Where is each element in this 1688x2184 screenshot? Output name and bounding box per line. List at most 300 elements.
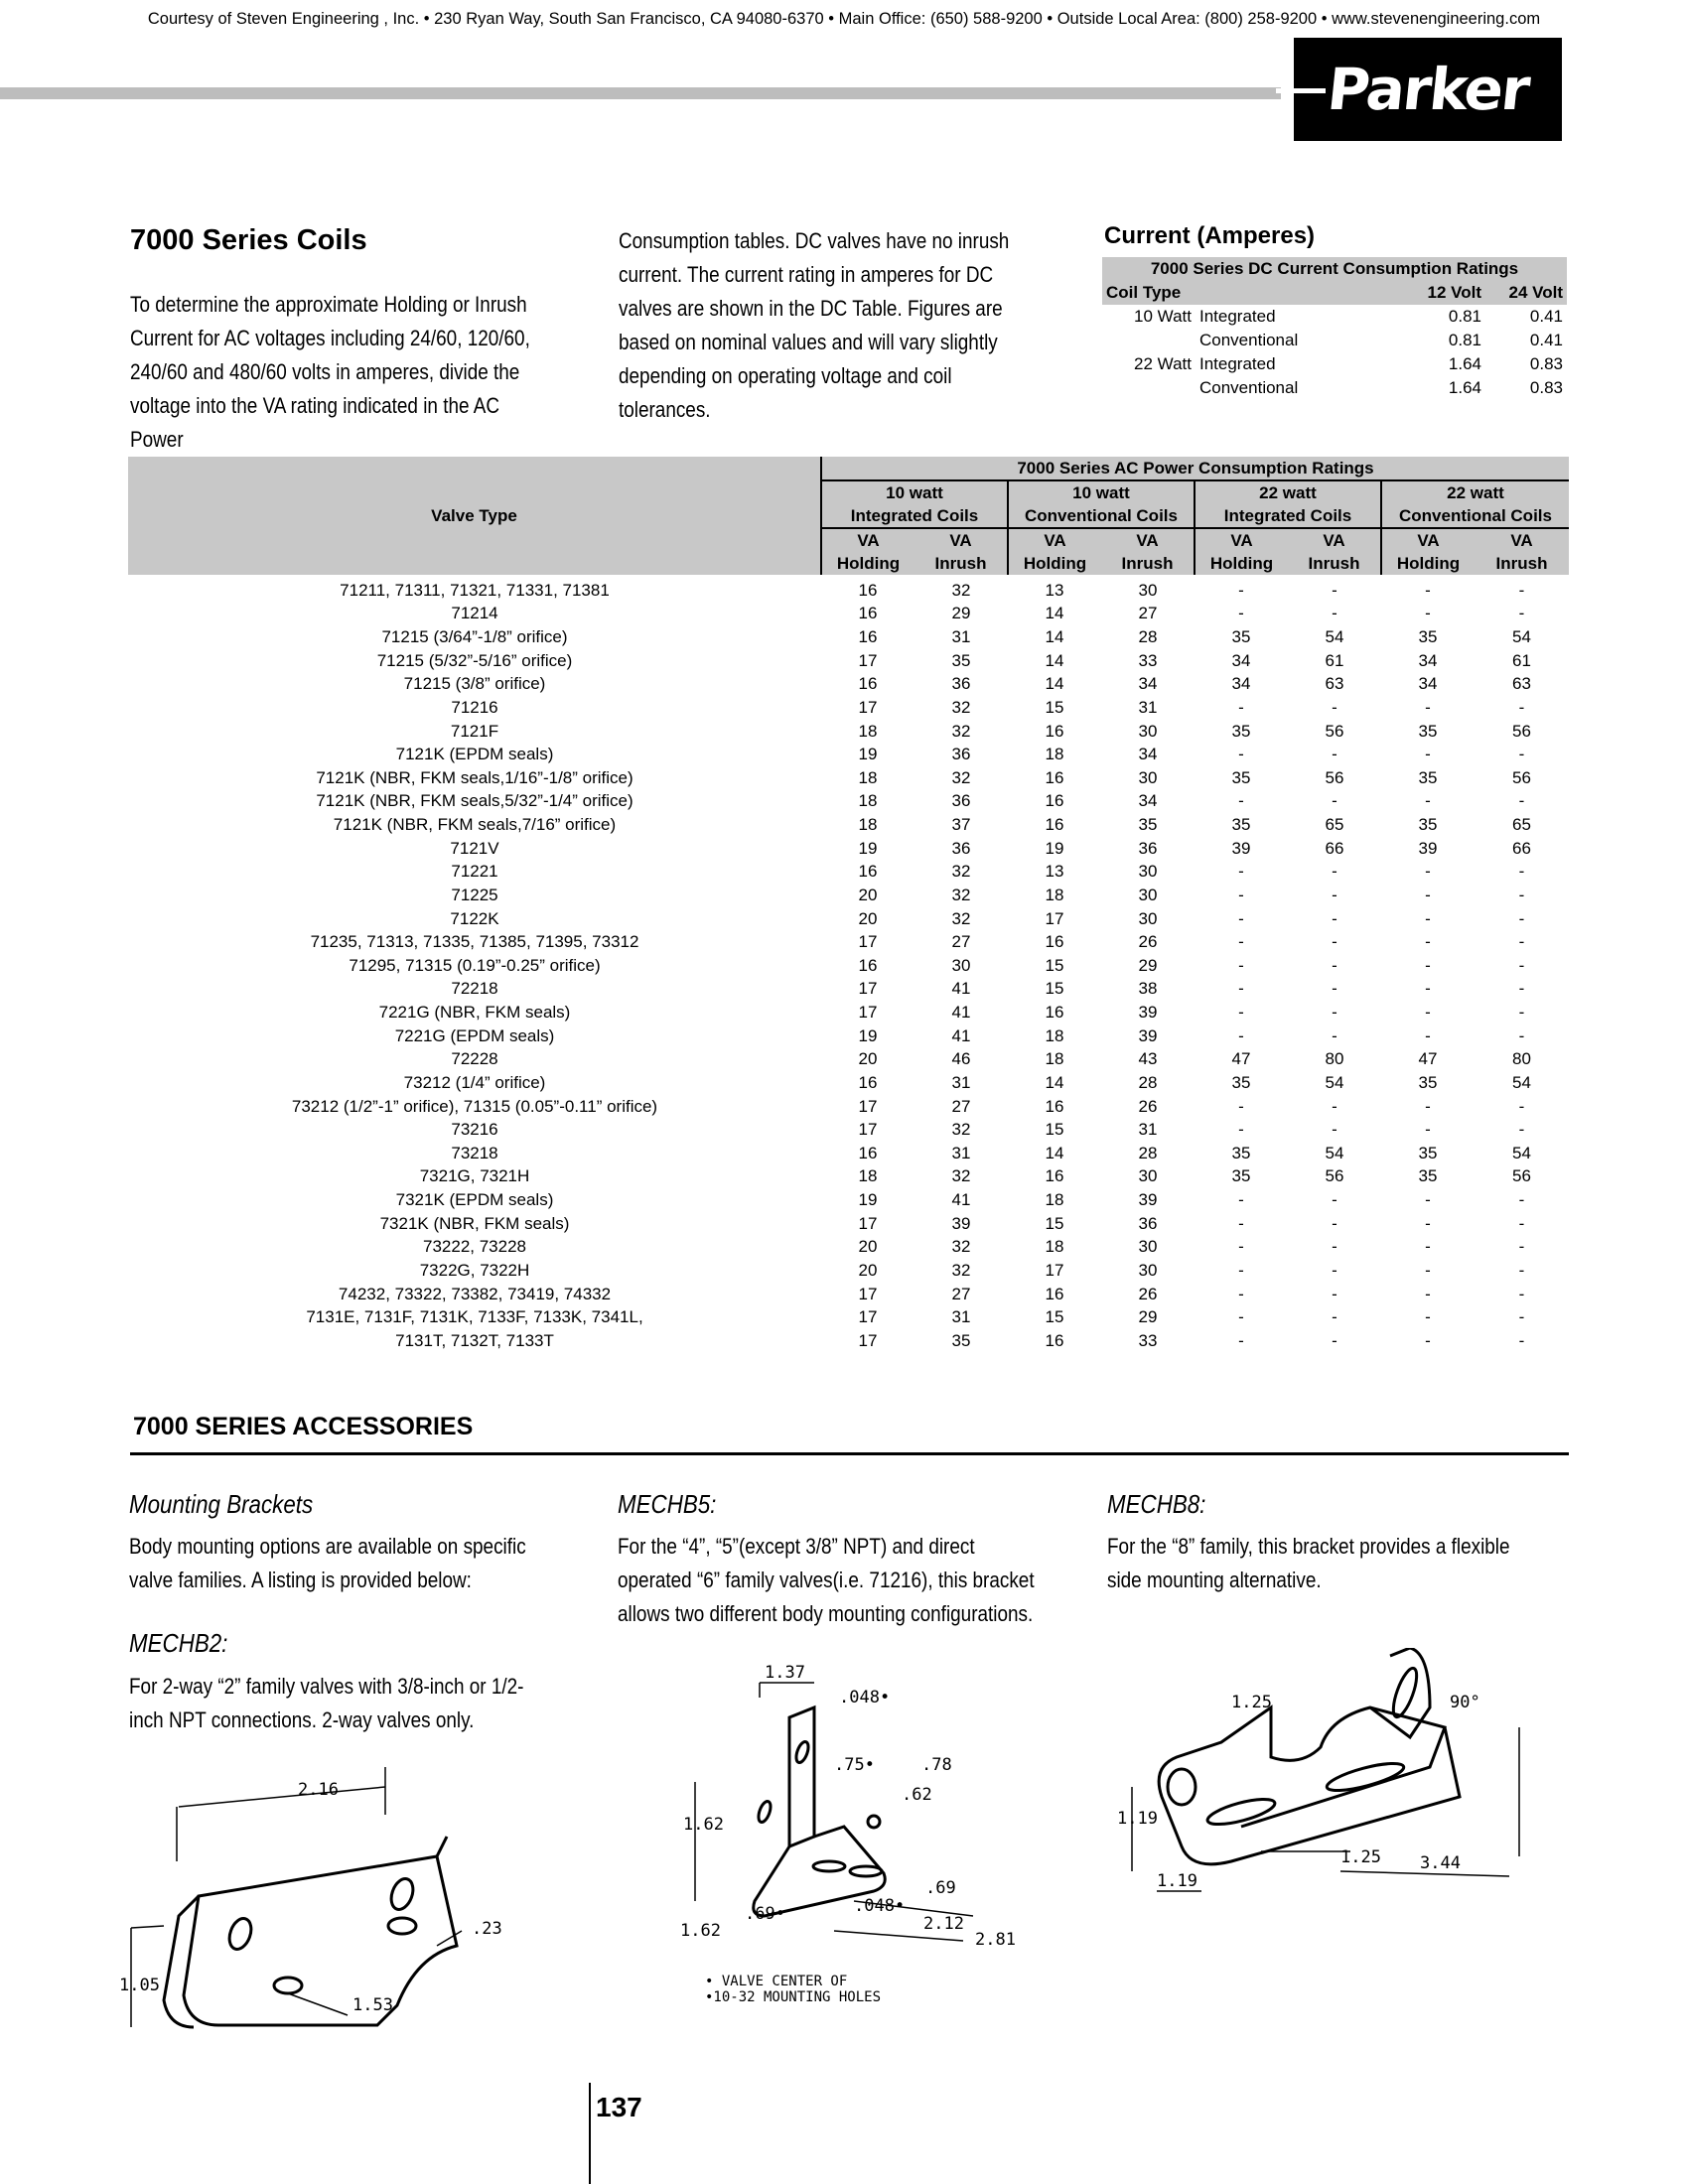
page-number: 137 [596,2092,642,2122]
va-cell: 16 [858,1143,878,1162]
va-cell: 36 [951,791,971,811]
mechb5-dim-7: .69• [745,1904,785,1924]
ac-table-row [128,625,1569,649]
valve-type-cell: 7131E, 7131F, 7131K, 7133F, 7133K, 7341L, [306,1307,643,1327]
va-cell: 28 [1138,1072,1158,1092]
mechb5-dim-9: 1.62 [680,1921,721,1941]
va-cell: 32 [951,885,971,904]
va-cell: 80 [1325,1049,1344,1069]
intro-paragraph-2: Consumption tables. DC valves have no inrush current. The current rating in amperes for DC valves are shown in the DC Table. Figures are based on nominal values and will vary slightly depending on operating voltage and coil tolerances. [619,228,1010,422]
va-cell: - [1518,1120,1525,1140]
va-cell: - [1332,1025,1337,1045]
va-cell: - [1518,1190,1525,1210]
group-4-watt: 22 watt [1381,480,1569,504]
dc-cell: Conventional [1199,331,1299,349]
mechb8-text: For the “8” family, this bracket provides a flexible side mounting alternative. [1107,1534,1510,1592]
valve-type-cell: 73212 (1/4” orifice) [403,1072,546,1092]
va-cell: 18 [858,815,878,835]
ac-table-row [128,813,1569,837]
va-cell: - [1238,979,1244,999]
va-cell: - [1238,1190,1244,1210]
va-cell: 30 [1138,862,1158,882]
va-cell: - [1238,604,1244,623]
valve-type-cell: 72228 [451,1049,498,1069]
va-cell: 56 [1325,721,1344,741]
ac-power-table [128,457,1569,1353]
valve-type-cell: 74232, 73322, 73382, 73419, 74332 [338,1284,612,1303]
va-cell: 19 [858,1190,878,1210]
mechb5-dim-1: .048• [839,1688,891,1707]
va-cell: 14 [1045,1143,1064,1162]
page-number-rule [589,2083,591,2184]
va-cell: 56 [1325,767,1344,787]
group-2-coil: Conventional Coils [1008,504,1195,528]
valve-type-cell: 71211, 71311, 71321, 71331, 71381 [340,580,610,600]
va-cell: 36 [951,674,971,694]
va-cell: - [1332,1284,1337,1303]
va-cell: - [1425,1237,1431,1257]
va-cell: 37 [951,815,971,835]
intro-paragraph-1: To determine the approximate Holding or Inrush Current for AC voltages including 24/60, 120/60, 240/60 and 480/60 volts in amperes, divide the voltage into the VA rating indicated in the AC Power [130,292,530,452]
va-cell: 31 [951,627,971,647]
dc-cell: 10 Watt [1134,307,1192,326]
va-cell: 32 [951,1237,971,1257]
va-cell: - [1425,862,1431,882]
dc-table-row [1102,376,1567,400]
va-cell: 15 [1045,979,1064,999]
va-cell: - [1425,1003,1431,1023]
va-cell: 36 [951,745,971,764]
va-cell: 39 [1418,838,1438,858]
section-title: 7000 Series Coils [130,224,367,256]
va-cell: - [1425,1096,1431,1116]
va-cell: 54 [1512,627,1531,647]
va-cell: - [1425,604,1431,623]
va-cell: - [1238,1096,1244,1116]
va-cell: - [1518,1237,1525,1257]
valve-type-cell: 7122K [450,908,499,928]
mechb8-drawing [1112,1648,1559,1936]
va-cell: - [1332,580,1337,600]
va-cell: 15 [1045,1307,1064,1327]
va-cell: 32 [951,697,971,717]
va-cell: - [1518,1003,1525,1023]
va-cell: 39 [1231,838,1251,858]
holding-label: Holding [821,552,914,575]
mechb8-dim-3: 1.25 [1340,1847,1381,1867]
mechb5-dim-10: 2.12 [923,1914,964,1934]
va-cell: - [1425,1213,1431,1233]
va-cell: 31 [951,1307,971,1327]
va-cell: - [1518,979,1525,999]
va-cell: - [1518,1260,1525,1280]
dc-current-table [1102,257,1567,400]
va-cell: - [1332,1260,1337,1280]
valve-type-cell: 7131T, 7132T, 7133T [395,1330,554,1350]
va-cell: 39 [1138,1003,1158,1023]
valve-type-cell: 73222, 73228 [423,1237,526,1257]
va-cell: 15 [1045,697,1064,717]
ac-table-caption: 7000 Series AC Power Consumption Ratings [821,457,1569,480]
va-cell: 19 [858,745,878,764]
va-cell: 28 [1138,627,1158,647]
ac-table-row [128,649,1569,673]
inrush-label: Inrush [1475,552,1569,575]
va-cell: 30 [1138,721,1158,741]
valve-type-cell: 71216 [451,697,498,717]
va-cell: 32 [951,1260,971,1280]
current-heading: Current (Amperes) [1104,222,1316,249]
va-cell: 16 [858,627,878,647]
ac-table-row [128,766,1569,790]
va-cell: 18 [1045,1025,1064,1045]
va-cell: 41 [951,979,971,999]
ac-table-row [128,720,1569,744]
va-cell: 17 [858,1330,878,1350]
dc-cell: Integrated [1199,307,1276,326]
dc-cell: 1.64 [1448,378,1481,397]
valve-type-cell: 73212 (1/2”-1” orifice), 71315 (0.05”-0.11” orifice) [291,1096,658,1116]
va-cell: 30 [1138,908,1158,928]
va-cell: 31 [1138,697,1158,717]
ac-table-row [128,1001,1569,1024]
va-cell: 63 [1512,674,1531,694]
va-cell: - [1238,1307,1244,1327]
va-cell: - [1425,908,1431,928]
ac-table-row [128,954,1569,978]
ac-table-row [128,1329,1569,1353]
va-cell: 34 [1138,745,1158,764]
va-cell: - [1238,697,1244,717]
va-cell: 20 [858,1260,878,1280]
va-cell: - [1238,1260,1244,1280]
va-cell: 34 [1138,791,1158,811]
va-cell: 20 [858,908,878,928]
ac-table-row [128,696,1569,720]
dc-cell [1102,376,1196,400]
va-cell: 18 [858,767,878,787]
va-cell: 34 [1418,650,1438,670]
va-cell: - [1518,862,1525,882]
valve-type-cell: 71215 (3/8” orifice) [403,674,546,694]
va-cell: - [1238,1237,1244,1257]
va-cell: - [1332,862,1337,882]
valve-type-cell: 7321K (NBR, FKM seals) [379,1213,570,1233]
va-cell: - [1332,791,1337,811]
va-cell: - [1332,1307,1337,1327]
va-cell: 63 [1325,674,1344,694]
valve-type-cell: 7322G, 7322H [419,1260,530,1280]
ac-table-row [128,603,1569,626]
dc-table-row [1102,305,1567,329]
va-cell: 54 [1325,1143,1344,1162]
va-cell: - [1425,697,1431,717]
va-cell: 30 [1138,885,1158,904]
va-cell: 14 [1045,627,1064,647]
va-cell: - [1518,955,1525,975]
mechb2-dim-2: 1.05 [119,1976,160,1995]
va-cell: 14 [1045,604,1064,623]
va-cell: 26 [1138,932,1158,952]
va-cell: 17 [1045,908,1064,928]
va-cell: 47 [1418,1049,1438,1069]
va-cell: 32 [951,721,971,741]
va-cell: - [1238,1330,1244,1350]
va-cell: 16 [1045,767,1064,787]
va-cell: - [1425,1025,1431,1045]
valve-type-cell: 7321G, 7321H [419,1166,530,1186]
va-cell: 20 [858,1049,878,1069]
va-cell: - [1238,1213,1244,1233]
va-cell: - [1518,1025,1525,1045]
dc-cell: Integrated [1199,354,1276,373]
va-cell: 18 [1045,1190,1064,1210]
va-cell: - [1238,745,1244,764]
va-label: VA [1288,528,1381,552]
va-cell: 18 [858,721,878,741]
va-cell: 16 [1045,1166,1064,1186]
va-cell: 15 [1045,1120,1064,1140]
va-cell: 32 [951,580,971,600]
holding-label: Holding [1381,552,1475,575]
va-cell: 30 [1138,1260,1158,1280]
va-cell: 31 [951,1072,971,1092]
va-cell: 35 [951,1330,971,1350]
va-cell: 29 [1138,1307,1158,1327]
holding-label: Holding [1195,552,1288,575]
mechb5-note-0: • VALVE CENTER OF [705,1974,848,1989]
va-cell: 16 [858,674,878,694]
va-cell: 36 [1138,838,1158,858]
va-label: VA [914,528,1008,552]
va-cell: 26 [1138,1096,1158,1116]
va-cell: - [1332,885,1337,904]
va-cell: 16 [858,862,878,882]
va-cell: 19 [858,1025,878,1045]
va-cell: 14 [1045,650,1064,670]
ac-table-row [128,1071,1569,1095]
valve-type-cell: 71215 (5/32”-5/16” orifice) [376,650,573,670]
va-cell: 34 [1138,674,1158,694]
va-cell: 28 [1138,1143,1158,1162]
va-cell: 35 [1231,1072,1251,1092]
group-2-watt: 10 watt [1008,480,1195,504]
va-cell: - [1518,885,1525,904]
valve-type-cell: 7121K (NBR, FKM seals,1/16”-1/8” orifice) [316,767,633,787]
va-cell: - [1518,1284,1525,1303]
mechb5-dim-5: 1.62 [683,1815,724,1835]
va-cell: 17 [858,1307,878,1327]
va-cell: 18 [1045,745,1064,764]
mechb2-text: For 2-way “2” family valves with 3/8-inch or 1/2-inch NPT connections. 2-way valves only. [129,1674,524,1732]
mechb5-dim-6: .69 [925,1878,956,1898]
ac-table-row [128,1118,1569,1142]
valve-type-cell: 7121F [450,721,499,741]
valve-type-cell: 7121K (EPDM seals) [395,745,554,764]
ac-table-row [128,575,1569,603]
va-cell: - [1425,885,1431,904]
group-1-watt: 10 watt [821,480,1008,504]
valve-type-cell: 7121V [450,838,499,858]
va-cell: 14 [1045,1072,1064,1092]
va-cell: 39 [951,1213,971,1233]
mechb2-dim-1: .23 [472,1919,502,1939]
va-cell: 16 [1045,791,1064,811]
va-cell: 16 [1045,1003,1064,1023]
va-cell: 30 [1138,1237,1158,1257]
va-cell: - [1518,1213,1525,1233]
va-cell: - [1332,955,1337,975]
va-cell: 17 [858,1284,878,1303]
va-cell: - [1238,885,1244,904]
va-cell: - [1425,1260,1431,1280]
valve-type-cell: 71214 [451,604,498,623]
mounting-brackets-heading: Mounting Brackets [129,1489,314,1519]
va-cell: - [1332,1003,1337,1023]
va-cell: 33 [1138,650,1158,670]
va-cell: - [1332,1237,1337,1257]
va-cell: 17 [858,1213,878,1233]
va-cell: 35 [1231,721,1251,741]
va-cell: 13 [1045,862,1064,882]
va-cell: - [1238,1284,1244,1303]
va-cell: - [1238,580,1244,600]
mechb5-drawing [635,1663,1033,2010]
va-cell: 16 [1045,1284,1064,1303]
ac-table-row [128,930,1569,954]
courtesy-line: Courtesy of Steven Engineering , Inc. • 230 Ryan Way, South San Francisco, CA 94080-6370 • Main Office: (650) 588-9200 • Outside Local Area: (800) 258-9200 • www.stevenengineering.com [147,10,1541,28]
valve-type-cell: 71225 [451,885,498,904]
va-cell: - [1332,908,1337,928]
va-label: VA [1381,528,1475,552]
ac-table-row [128,1165,1569,1189]
va-cell: 35 [1231,1166,1251,1186]
ac-table-row [128,861,1569,885]
va-cell: - [1332,932,1337,952]
va-cell: - [1518,1307,1525,1327]
ac-table-row [128,1188,1569,1212]
va-cell: 16 [858,604,878,623]
va-cell: 65 [1325,815,1344,835]
va-label: VA [1195,528,1288,552]
va-cell: - [1238,932,1244,952]
va-cell: 41 [951,1190,971,1210]
va-cell: 29 [1138,955,1158,975]
va-cell: - [1238,862,1244,882]
va-cell: 17 [858,650,878,670]
va-cell: 35 [1418,815,1438,835]
va-cell: - [1425,1284,1431,1303]
va-cell: 27 [951,1096,971,1116]
mechb5-dim-2: .75• [834,1755,875,1775]
va-cell: 66 [1512,838,1531,858]
mechb2-drawing [119,1767,606,2035]
accessories-title: 7000 SERIES ACCESSORIES [133,1413,474,1440]
va-cell: - [1332,1120,1337,1140]
va-cell: 43 [1138,1049,1158,1069]
logo-text: Parker [1324,56,1532,123]
va-cell: 32 [951,862,971,882]
va-cell: 36 [1138,1213,1158,1233]
va-cell: 27 [951,932,971,952]
va-cell: 18 [1045,1049,1064,1069]
accessories-rule [130,1452,1569,1455]
va-cell: 17 [858,932,878,952]
ac-table-row [128,884,1569,907]
va-cell: 16 [1045,932,1064,952]
valve-type-cell: 7221G (EPDM seals) [394,1025,555,1045]
va-cell: 34 [1418,674,1438,694]
va-cell: 38 [1138,979,1158,999]
va-cell: - [1518,604,1525,623]
valve-type-header: Valve Type [128,457,821,575]
ac-table-row [128,790,1569,814]
mechb5-note-1: •10-32 MOUNTING HOLES [705,1989,882,2005]
ac-table-row [128,1283,1569,1306]
valve-type-cell: 7121K (NBR, FKM seals,7/16” orifice) [333,815,617,835]
va-cell: - [1518,745,1525,764]
valve-type-cell: 7321K (EPDM seals) [395,1190,554,1210]
dc-cell: 0.83 [1529,354,1563,373]
valve-type-cell: 71215 (3/64”-1/8” orifice) [381,627,568,647]
va-cell: 16 [858,580,878,600]
mechb8-dim-4: 3.44 [1420,1853,1461,1873]
va-cell: - [1238,1120,1244,1140]
valve-type-cell: 71221 [451,862,498,882]
dc-cell: 1.64 [1448,354,1481,373]
mechb2-dim-3: 1.53 [352,1995,393,2015]
va-cell: 54 [1512,1143,1531,1162]
va-cell: 35 [951,650,971,670]
va-cell: 15 [1045,1213,1064,1233]
ac-table-row [128,1305,1569,1329]
va-cell: - [1425,979,1431,999]
va-cell: 35 [1418,1072,1438,1092]
va-cell: 30 [951,955,971,975]
ac-table-row [128,673,1569,697]
dc-cell: 0.83 [1529,378,1563,397]
valve-type-cell: 73216 [451,1120,498,1140]
inrush-label: Inrush [914,552,1008,575]
mechb8-dim-2: 1.19 [1117,1809,1158,1829]
va-cell: 31 [1138,1120,1158,1140]
valve-type-cell: 7121K (NBR, FKM seals,5/32”-1/4” orifice) [316,791,633,811]
dc-table-row [1102,329,1567,352]
va-cell: - [1425,1120,1431,1140]
va-cell: 27 [951,1284,971,1303]
va-cell: 30 [1138,1166,1158,1186]
va-cell: - [1332,979,1337,999]
mechb5-text: For the “4”, “5”(except 3/8” NPT) and direct operated “6” family valves(i.e. 71216), this bracket allows two different body mounting configurations. [618,1534,1035,1626]
va-cell: 17 [858,697,878,717]
va-cell: - [1332,1330,1337,1350]
va-cell: 66 [1325,838,1344,858]
va-cell: 26 [1138,1284,1158,1303]
va-cell: - [1518,1330,1525,1350]
mechb5-dim-0: 1.37 [765,1663,805,1683]
va-cell: - [1238,955,1244,975]
va-cell: 35 [1418,721,1438,741]
va-cell: 32 [951,1120,971,1140]
va-cell: 54 [1325,627,1344,647]
va-cell: 19 [858,838,878,858]
va-cell: - [1425,1190,1431,1210]
dc-cell: 0.41 [1529,307,1563,326]
mechb5-dim-4: .62 [902,1785,932,1805]
va-cell: - [1518,580,1525,600]
va-cell: - [1425,791,1431,811]
va-cell: 35 [1138,815,1158,835]
